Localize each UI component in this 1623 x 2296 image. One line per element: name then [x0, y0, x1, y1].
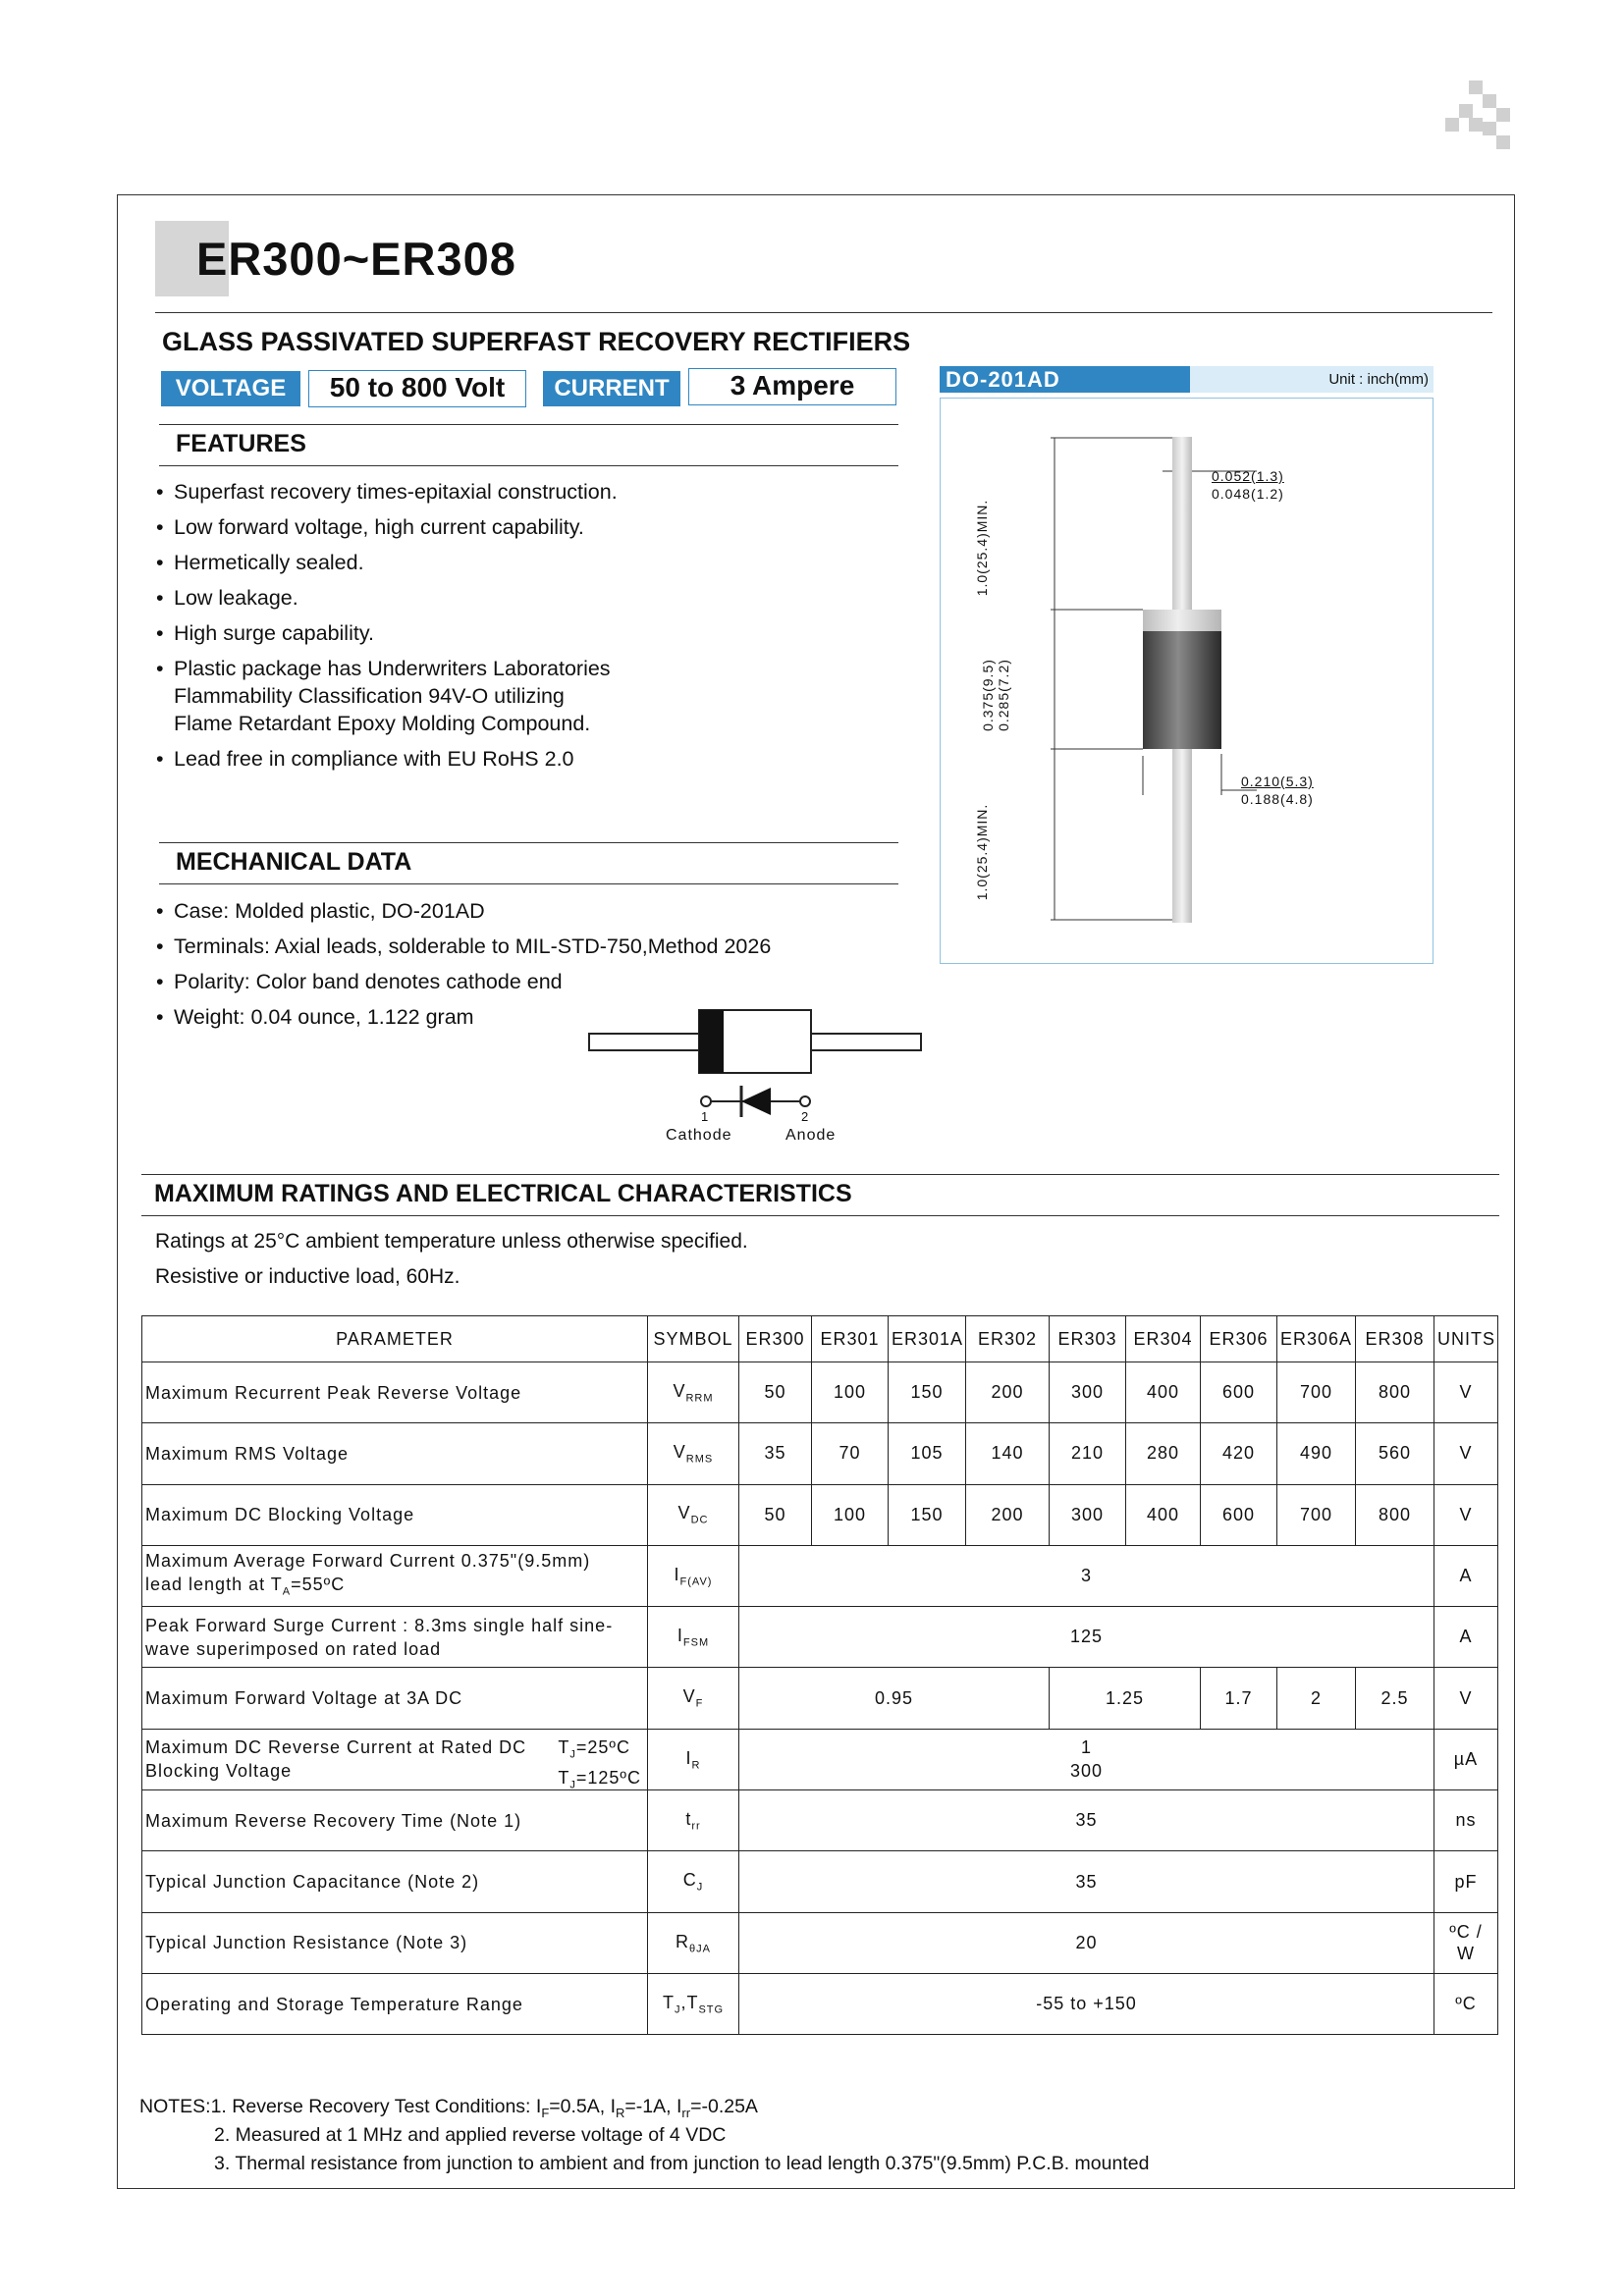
- symbol: V: [673, 1380, 686, 1401]
- features-top-rule: [159, 424, 898, 425]
- cond-sub: J: [569, 1748, 576, 1761]
- value-cell: 35: [739, 1851, 1434, 1912]
- param-line: lead length at T: [145, 1574, 283, 1594]
- unit-cell: ºC: [1434, 1973, 1498, 2034]
- symbol-cell: [648, 1790, 739, 1851]
- symbol-sub: STG: [698, 2003, 725, 2016]
- value-cell: 200: [966, 1362, 1050, 1423]
- note-text: =-1A, I: [624, 2096, 682, 2117]
- feature-line: Flame Retardant Epoxy Molding Compound.: [174, 712, 591, 735]
- cathode-label: Cathode: [666, 1127, 732, 1144]
- table-row: [142, 1912, 1498, 1973]
- ratings-title: MAXIMUM RATINGS AND ELECTRICAL CHARACTERISTICS: [154, 1180, 852, 1207]
- value-cell: 800: [1356, 1362, 1434, 1423]
- value-cell: 35: [739, 1423, 812, 1484]
- value-cell: 0.95: [739, 1668, 1050, 1729]
- voltage-label: VOLTAGE: [161, 371, 300, 406]
- header-cell: UNITS: [1434, 1316, 1498, 1362]
- value-cell: -55 to +150: [739, 1973, 1434, 2034]
- value-cell: 420: [1201, 1423, 1277, 1484]
- param-line: Blocking Voltage: [145, 1761, 293, 1782]
- mechanical-item: • Weight: 0.04 ounce, 1.122 gram: [174, 1003, 920, 1031]
- symbol-sub: F(AV): [679, 1575, 713, 1588]
- note-text: NOTES:1. Reverse Recovery Test Conditions: I: [139, 2096, 542, 2117]
- value-cell: 35: [739, 1790, 1434, 1851]
- symbol: V: [673, 1442, 686, 1463]
- table-row: [142, 1729, 1498, 1789]
- value-cell: 125: [739, 1607, 1434, 1668]
- symbol: I: [676, 1626, 683, 1646]
- page-title: ER300~ER308: [196, 233, 516, 285]
- value-cell: 490: [1277, 1423, 1356, 1484]
- cond-value: =25ºC: [575, 1736, 630, 1757]
- features-bottom-rule: [159, 465, 898, 466]
- param-cell: [142, 1729, 648, 1789]
- header-cell: ER300: [739, 1316, 812, 1362]
- feature-item: • Hermetically sealed.: [174, 549, 724, 576]
- table-row: [142, 1790, 1498, 1851]
- symbol: R: [676, 1931, 690, 1951]
- feature-item-continued: [174, 682, 724, 710]
- note-sub: rr: [681, 2105, 691, 2120]
- value-cell: 800: [1356, 1484, 1434, 1545]
- table-row: [142, 1668, 1498, 1729]
- value-cell: 700: [1277, 1362, 1356, 1423]
- body-diameter-min: 0.188(4.8): [1241, 791, 1314, 807]
- symbol: ,T: [680, 1992, 699, 2012]
- ratings-table: [141, 1315, 1498, 2035]
- ratings-top-rule: [141, 1174, 1499, 1175]
- table-row: [142, 1607, 1498, 1668]
- param-cell: Operating and Storage Temperature Range: [142, 1973, 648, 2034]
- param-sub: A: [282, 1585, 292, 1598]
- value-cell: 3: [739, 1545, 1434, 1606]
- feature-item-continued: [174, 710, 724, 737]
- package-name: DO-201AD: [940, 366, 1190, 393]
- symbol-cell: [648, 1973, 739, 2034]
- ratings-condition-1: Ratings at 25°C ambient temperature unless otherwise specified.: [155, 1230, 748, 1253]
- lead-length-top: [974, 489, 990, 607]
- symbol-cell: [648, 1545, 739, 1606]
- feature-item: • Low leakage.: [174, 584, 724, 612]
- value-line: 300: [1069, 1761, 1104, 1782]
- header-cell: ER301A: [889, 1316, 966, 1362]
- param-cell: Maximum Reverse Recovery Time (Note 1): [142, 1790, 648, 1851]
- symbol: T: [662, 1992, 675, 2012]
- symbol-sub: F: [695, 1697, 704, 1710]
- feature-item: • Plastic package has Underwriters Laboratories: [174, 655, 724, 682]
- symbol-sub: R: [691, 1759, 701, 1772]
- header-cell: ER302: [966, 1316, 1050, 1362]
- unit-cell: V: [1434, 1423, 1498, 1484]
- mechanical-title: MECHANICAL DATA: [176, 848, 412, 876]
- feature-item: • Superfast recovery times-epitaxial construction.: [174, 478, 724, 506]
- unit-cell: µA: [1434, 1729, 1498, 1789]
- brand-logo-mark: [1445, 80, 1516, 151]
- cond-value: =125ºC: [575, 1768, 641, 1789]
- param-line: =55ºC: [291, 1574, 346, 1594]
- symbol: C: [682, 1870, 697, 1891]
- value-cell: 2: [1277, 1668, 1356, 1729]
- value-cell: 600: [1201, 1362, 1277, 1423]
- mechanical-top-rule: [159, 842, 898, 843]
- value-cell: 400: [1126, 1362, 1201, 1423]
- table-row: [142, 1851, 1498, 1912]
- value-cell: 1.25: [1050, 1668, 1201, 1729]
- unit-line: W: [1457, 1944, 1475, 1964]
- param-cell: Maximum RMS Voltage: [142, 1423, 648, 1484]
- ratings-bottom-rule: [141, 1215, 1499, 1216]
- lead-diameter-max: 0.052(1.3): [1212, 468, 1284, 484]
- header-cell: ER301: [812, 1316, 889, 1362]
- current-value: 3 Ampere: [688, 368, 896, 405]
- symbol: V: [677, 1503, 691, 1523]
- value-cell: 1.7: [1201, 1668, 1277, 1729]
- lead-length-top-text: 1.0(25.4)MIN.: [974, 499, 990, 597]
- feature-item: • High surge capability.: [174, 619, 724, 647]
- value-cell: 150: [889, 1484, 966, 1545]
- lead-length-bottom: [974, 793, 990, 911]
- pin1-number: 1: [701, 1109, 709, 1124]
- param-cell: Maximum Forward Voltage at 3A DC: [142, 1668, 648, 1729]
- symbol-cell: [648, 1729, 739, 1789]
- symbol-sub: rr: [691, 1820, 701, 1833]
- value-cell: 105: [889, 1423, 966, 1484]
- symbol-cell: [648, 1362, 739, 1423]
- value-cell: 20: [739, 1912, 1434, 1973]
- header-cell: PARAMETER: [142, 1316, 648, 1362]
- header-cell: ER308: [1356, 1316, 1434, 1362]
- mechanical-item: • Case: Molded plastic, DO-201AD: [174, 897, 920, 925]
- pin2-number: 2: [801, 1109, 809, 1124]
- symbol-cell: [648, 1668, 739, 1729]
- anode-label: Anode: [785, 1127, 837, 1144]
- feature-line: Flammability Classification 94V-O utilizing: [174, 684, 565, 708]
- table-row: [142, 1423, 1498, 1484]
- value-cell: 400: [1126, 1484, 1201, 1545]
- value-line: 1: [1080, 1737, 1092, 1758]
- symbol-cell: [648, 1912, 739, 1973]
- unit-line: ºC /: [1449, 1922, 1483, 1943]
- symbol-sub: RMS: [685, 1453, 714, 1466]
- value-cell: 150: [889, 1362, 966, 1423]
- note-2: 2. Measured at 1 MHz and applied reverse voltage of 4 VDC: [214, 2124, 727, 2146]
- symbol-cell: [648, 1484, 739, 1545]
- value-cell: 300: [1050, 1484, 1126, 1545]
- ir-conditions: [558, 1735, 641, 1797]
- body-length-min-text: 0.285(7.2): [996, 659, 1011, 731]
- value-cell: 700: [1277, 1484, 1356, 1545]
- value-cell: 50: [739, 1484, 812, 1545]
- symbol-sub: FSM: [682, 1636, 710, 1649]
- package-outline-drawing: [1041, 432, 1394, 933]
- symbol-sub: J: [674, 2003, 681, 2016]
- param-cell: Typical Junction Capacitance (Note 2): [142, 1851, 648, 1912]
- param-cell: Maximum Recurrent Peak Reverse Voltage: [142, 1362, 648, 1423]
- value-cell: 100: [812, 1362, 889, 1423]
- symbol-sub: θJA: [689, 1943, 711, 1955]
- cond-sub: J: [569, 1779, 576, 1791]
- lead-diameter-min: 0.048(1.2): [1212, 486, 1284, 502]
- unit-cell: V: [1434, 1668, 1498, 1729]
- body-length-max: [980, 646, 996, 744]
- header-cell: ER304: [1126, 1316, 1201, 1362]
- unit-cell: ns: [1434, 1790, 1498, 1851]
- diode-outline-drawing: [584, 1003, 928, 1150]
- note-sub: R: [616, 2105, 625, 2120]
- param-line: Peak Forward Surge Current : 8.3ms single half sine-: [145, 1615, 614, 1635]
- value-cell: [739, 1729, 1434, 1789]
- header-cell: ER306: [1201, 1316, 1277, 1362]
- param-cell: Typical Junction Resistance (Note 3): [142, 1912, 648, 1973]
- value-cell: 70: [812, 1423, 889, 1484]
- features-title: FEATURES: [176, 430, 306, 457]
- header-cell: ER303: [1050, 1316, 1126, 1362]
- value-cell: 140: [966, 1423, 1050, 1484]
- symbol-sub: DC: [690, 1515, 709, 1527]
- note-3: 3. Thermal resistance from junction to ambient and from junction to lead length 0.375"(9.5mm) P.C.B. mounted: [214, 2153, 1150, 2174]
- unit-cell: [1434, 1912, 1498, 1973]
- unit-cell: V: [1434, 1362, 1498, 1423]
- value-cell: 280: [1126, 1423, 1201, 1484]
- title-divider: [155, 312, 1492, 313]
- header-cell: SYMBOL: [648, 1316, 739, 1362]
- feature-item: • Lead free in compliance with EU RoHS 2.0: [174, 745, 724, 773]
- table-row: [142, 1484, 1498, 1545]
- unit-cell: pF: [1434, 1851, 1498, 1912]
- unit-cell: A: [1434, 1607, 1498, 1668]
- mechanical-bottom-rule: [159, 883, 898, 884]
- param-cell: Maximum DC Blocking Voltage: [142, 1484, 648, 1545]
- param-line: Maximum DC Reverse Current at Rated DC: [145, 1737, 527, 1758]
- value-cell: 2.5: [1356, 1668, 1434, 1729]
- voltage-value: 50 to 800 Volt: [308, 370, 526, 407]
- value-cell: 50: [739, 1362, 812, 1423]
- note-sub: F: [541, 2105, 550, 2120]
- mechanical-item: • Terminals: Axial leads, solderable to MIL-STD-750,Method 2026: [174, 933, 920, 960]
- symbol-cell: [648, 1607, 739, 1668]
- feature-item: • Low forward voltage, high current capability.: [174, 513, 724, 541]
- lead-length-bottom-text: 1.0(25.4)MIN.: [974, 803, 990, 901]
- symbol: t: [685, 1808, 692, 1829]
- symbol: V: [682, 1686, 696, 1707]
- package-unit: Unit : inch(mm): [1328, 371, 1429, 388]
- page-subtitle: GLASS PASSIVATED SUPERFAST RECOVERY RECTIFIERS: [162, 327, 911, 356]
- value-cell: 300: [1050, 1362, 1126, 1423]
- value-cell: 210: [1050, 1423, 1126, 1484]
- param-cell: [142, 1607, 648, 1668]
- value-cell: 560: [1356, 1423, 1434, 1484]
- mechanical-item: • Polarity: Color band denotes cathode end: [174, 968, 920, 995]
- ratings-condition-2: Resistive or inductive load, 60Hz.: [155, 1265, 460, 1288]
- value-cell: 600: [1201, 1484, 1277, 1545]
- unit-cell: V: [1434, 1484, 1498, 1545]
- cond-t: T: [558, 1768, 570, 1789]
- symbol-cell: [648, 1423, 739, 1484]
- symbol-cell: [648, 1851, 739, 1912]
- body-length-max-text: 0.375(9.5): [980, 659, 996, 731]
- param-line: Maximum Average Forward Current 0.375"(9.5mm): [145, 1550, 591, 1571]
- body-diameter-max: 0.210(5.3): [1241, 774, 1314, 789]
- current-label: CURRENT: [543, 371, 680, 406]
- value-cell: 200: [966, 1484, 1050, 1545]
- symbol-sub: RRM: [685, 1392, 714, 1405]
- unit-cell: A: [1434, 1545, 1498, 1606]
- header-cell: ER306A: [1277, 1316, 1356, 1362]
- table-row: [142, 1362, 1498, 1423]
- table-row: [142, 1545, 1498, 1606]
- param-line: wave superimposed on rated load: [145, 1638, 442, 1659]
- body-length-min: [996, 646, 1011, 744]
- param-cell: [142, 1545, 648, 1606]
- symbol: I: [674, 1564, 680, 1584]
- note-text: =0.5A, I: [549, 2096, 617, 2117]
- note-text: =-0.25A: [690, 2096, 758, 2117]
- table-row: [142, 1973, 1498, 2034]
- table-header-row: [142, 1316, 1498, 1362]
- symbol-sub: J: [696, 1881, 704, 1894]
- cond-t: T: [558, 1736, 570, 1757]
- value-cell: 100: [812, 1484, 889, 1545]
- symbol: I: [685, 1747, 692, 1768]
